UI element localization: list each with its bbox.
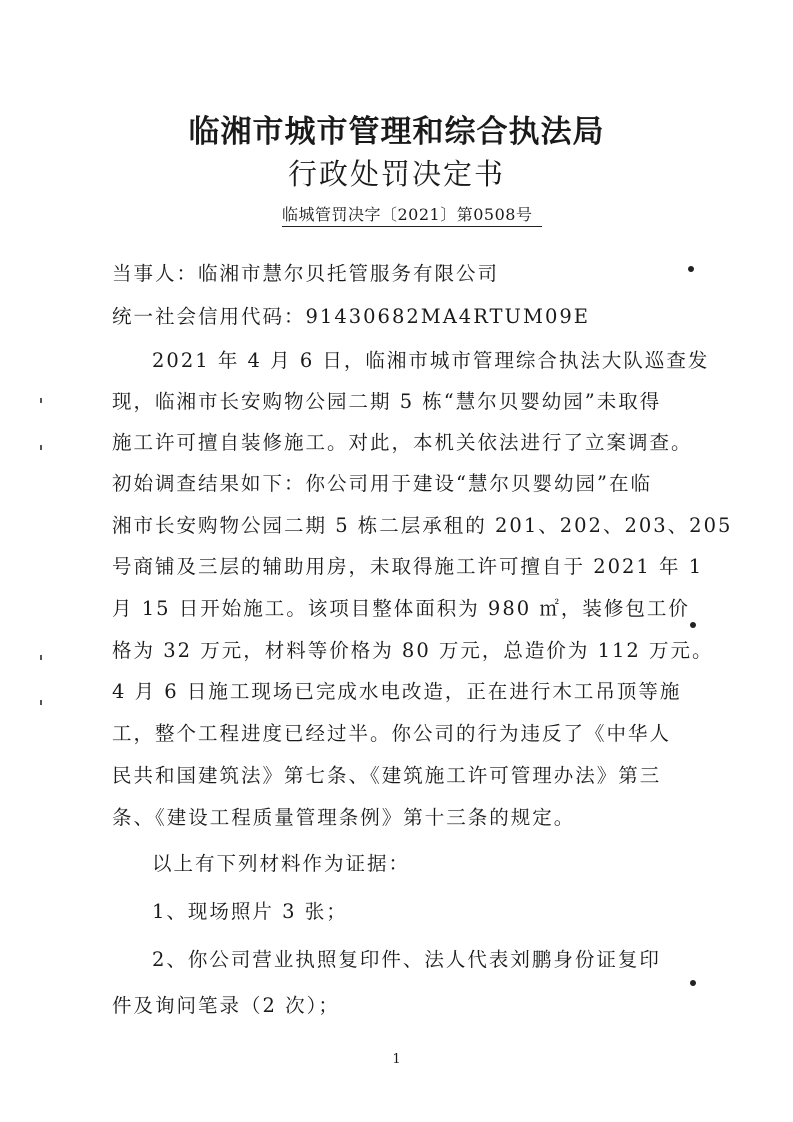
evidence-item-2: 2、你公司营业执照复印件、法人代表刘鹏身份证复印	[152, 948, 661, 971]
evidence-item-2-cont: 件及询问笔录（2 次）；	[112, 994, 340, 1017]
body-line: 号商铺及三层的辅助用房，未取得施工许可擅自于 2021 年 1	[112, 555, 704, 578]
scan-mark	[40, 398, 42, 403]
body-line: 初始调查结果如下：你公司用于建设“慧尔贝婴幼园”在临	[112, 472, 652, 495]
body-line: 湘市长安购物公园二期 5 栋二层承租的 201、202、203、205	[112, 514, 733, 537]
scan-mark	[690, 980, 696, 986]
body-line: 民共和国建筑法》第七条、《建筑施工许可管理办法》第三	[112, 764, 662, 787]
evidence-intro: 以上有下列材料作为证据：	[152, 852, 411, 875]
scan-mark	[40, 700, 42, 705]
page-number: 1	[392, 1052, 401, 1067]
body-line: 2021 年 4 月 6 日，临湘市城市管理综合执法大队巡查发	[152, 349, 710, 372]
body-line: 工，整个工程进度已经过半。你公司的行为违反了《中华人	[112, 722, 672, 745]
scan-mark	[688, 266, 694, 272]
scan-mark	[40, 655, 42, 660]
body-line: 条、《建设工程质量管理条例》第十三条的规定。	[112, 806, 576, 829]
body-line: 4 月 6 日施工现场已完成水电改造，正在进行木工吊顶等施	[112, 680, 682, 703]
scan-mark	[690, 622, 696, 628]
body-line: 月 15 日开始施工。该项目整体面积为 980 ㎡，装修包工价	[112, 597, 690, 620]
body-line: 施工许可擅自装修施工。对此，本机关依法进行了立案调查。	[112, 431, 693, 454]
agency-title: 临湘市城市管理和综合执法局	[188, 114, 605, 150]
credit-code: 统一社会信用代码：91430682MA4RTUM09E	[112, 305, 591, 328]
document-title: 行政处罚决定书	[287, 157, 505, 191]
scan-mark	[40, 445, 42, 450]
party-name: 当事人：临湘市慧尔贝托管服务有限公司	[112, 262, 500, 285]
body-line: 格为 32 万元，材料等价格为 80 万元，总造价为 112 万元。	[112, 639, 714, 662]
evidence-item-1: 1、现场照片 3 张；	[152, 900, 348, 923]
body-line: 现，临湘市长安购物公园二期 5 栋“慧尔贝婴幼园”未取得	[112, 390, 662, 413]
document-number: 临城管罚决字〔2021〕第0508号	[282, 202, 542, 227]
